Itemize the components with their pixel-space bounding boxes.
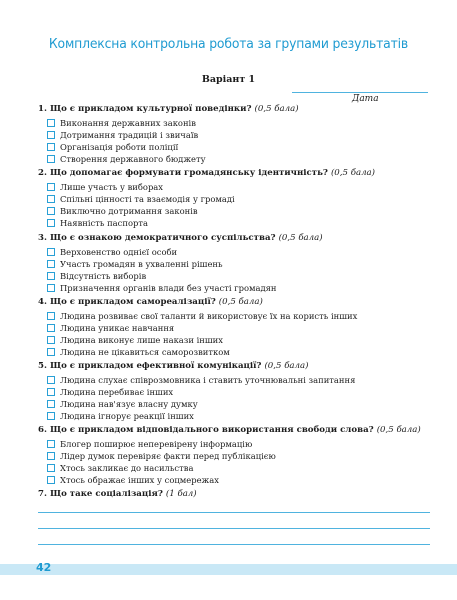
- question-text: 6. Що є прикладом відповідального використання свободи слова?: [38, 425, 374, 435]
- option-label: Людина розвиває свої таланти й використовує їх на користь інших: [60, 311, 358, 321]
- question-points: (0,5 бала): [264, 361, 309, 371]
- question-text: 4. Що є прикладом самореалізації?: [38, 297, 216, 307]
- option-label: Хтось ображає інших у соцмережах: [60, 475, 219, 485]
- checkbox[interactable]: [47, 376, 55, 384]
- option-item[interactable]: [60, 194, 235, 205]
- option-label: Людина уникає навчання: [60, 323, 175, 333]
- checkbox[interactable]: [47, 284, 55, 292]
- checkbox[interactable]: [47, 452, 55, 460]
- question-3: [38, 233, 323, 243]
- checkbox[interactable]: [47, 248, 55, 256]
- option-item[interactable]: [60, 399, 198, 410]
- option-item[interactable]: [60, 311, 357, 322]
- option-label: Призначення органів влади без участі громадян: [60, 283, 277, 293]
- checkbox[interactable]: [47, 183, 55, 191]
- page-title: Комплексна контрольна робота за групами результатів: [48, 36, 409, 52]
- question-text: 3. Що є ознакою демократичного суспільства?: [38, 233, 276, 243]
- checkbox[interactable]: [47, 143, 55, 151]
- option-item[interactable]: [60, 130, 198, 141]
- question-4: [38, 297, 263, 307]
- question-points: (0,5 бала): [278, 233, 323, 243]
- question-points: (1 бал): [165, 489, 197, 499]
- option-item[interactable]: [60, 439, 252, 450]
- checkbox[interactable]: [47, 336, 55, 344]
- option-label: Створення державного бюджету: [60, 154, 206, 164]
- option-item[interactable]: [60, 154, 206, 165]
- answer-line[interactable]: [38, 512, 430, 513]
- option-label: Лише участь у виборах: [60, 182, 164, 192]
- checkbox[interactable]: [47, 207, 55, 215]
- question-points: (0,5 бала): [218, 297, 263, 307]
- option-item[interactable]: [60, 271, 146, 282]
- question-text: 7. Що таке соціалізація?: [38, 489, 163, 499]
- checkbox[interactable]: [47, 412, 55, 420]
- question-text: 1. Що є прикладом культурної поведінки?: [38, 104, 252, 114]
- question-text: 2. Що допомагає формувати громадянську ідентичність?: [38, 168, 328, 178]
- question-points: (0,5 бала): [330, 168, 376, 178]
- checkbox[interactable]: [47, 440, 55, 448]
- date-label: Дата: [352, 94, 379, 104]
- option-label: Дотримання традицій і звичаїв: [60, 130, 199, 140]
- option-item[interactable]: [60, 142, 178, 153]
- checkbox[interactable]: [47, 324, 55, 332]
- option-label: Блогер поширює неперевірену інформацію: [60, 439, 253, 449]
- question-points: (0,5 бала): [376, 425, 421, 435]
- question-1: [38, 104, 299, 114]
- option-label: Участь громадян в ухваленні рішень: [60, 259, 223, 269]
- checkbox[interactable]: [47, 400, 55, 408]
- question-7: [38, 489, 197, 499]
- checkbox[interactable]: [47, 119, 55, 127]
- question-text: 5. Що є прикладом ефективної комунікації?: [38, 361, 262, 371]
- option-item[interactable]: [60, 283, 277, 294]
- option-label: Відсутність виборів: [60, 271, 147, 281]
- checkbox[interactable]: [47, 348, 55, 356]
- checkbox[interactable]: [47, 476, 55, 484]
- footer-band: [0, 564, 457, 575]
- checkbox[interactable]: [47, 195, 55, 203]
- checkbox[interactable]: [47, 464, 55, 472]
- question-6: [38, 425, 421, 435]
- answer-line[interactable]: [38, 528, 430, 529]
- page-number: 42: [36, 561, 52, 574]
- question-points: (0,5 бала): [254, 104, 299, 114]
- option-label: Лідер думок перевіряє факти перед публікацією: [60, 451, 276, 461]
- option-item[interactable]: [60, 259, 223, 270]
- option-label: Людина слухає співрозмовника і ставить уточнювальні запитання: [60, 375, 356, 385]
- option-label: Людина ігнорує реакції інших: [60, 411, 194, 421]
- option-item[interactable]: [60, 206, 198, 217]
- option-item[interactable]: [60, 347, 230, 358]
- option-item[interactable]: [60, 451, 276, 462]
- option-label: Людина виконує лише накази інших: [60, 335, 223, 345]
- question-5: [38, 361, 309, 371]
- checkbox[interactable]: [47, 260, 55, 268]
- option-label: Спільні цінності та взаємодія у громаді: [60, 194, 235, 204]
- option-label: Виключно дотримання законів: [60, 206, 198, 216]
- question-2: [38, 168, 375, 178]
- checkbox[interactable]: [47, 272, 55, 280]
- option-item[interactable]: [60, 411, 194, 422]
- option-item[interactable]: [60, 475, 219, 486]
- answer-line[interactable]: [38, 544, 430, 545]
- option-label: Організація роботи поліції: [60, 142, 179, 152]
- checkbox[interactable]: [47, 312, 55, 320]
- checkbox[interactable]: [47, 131, 55, 139]
- date-input-line[interactable]: [292, 92, 428, 93]
- option-item[interactable]: [60, 218, 148, 229]
- option-item[interactable]: [60, 118, 196, 129]
- checkbox[interactable]: [47, 388, 55, 396]
- option-item[interactable]: [60, 247, 177, 258]
- option-label: Хтось закликає до насильства: [60, 463, 194, 473]
- option-label: Людина не цікавиться саморозвитком: [60, 347, 230, 357]
- option-item[interactable]: [60, 375, 355, 386]
- option-item[interactable]: [60, 463, 193, 474]
- option-item[interactable]: [60, 323, 174, 334]
- checkbox[interactable]: [47, 155, 55, 163]
- variant-heading: Варіант 1: [201, 74, 256, 85]
- option-label: Наявність паспорта: [60, 218, 148, 228]
- option-label: Верховенство однієї особи: [60, 247, 178, 257]
- option-item[interactable]: [60, 387, 173, 398]
- option-label: Людина нав'язує власну думку: [60, 399, 198, 409]
- option-item[interactable]: [60, 335, 223, 346]
- option-label: Виконання державних законів: [60, 118, 196, 128]
- checkbox[interactable]: [47, 219, 55, 227]
- option-item[interactable]: [60, 182, 163, 193]
- option-label: Людина перебиває інших: [60, 387, 174, 397]
